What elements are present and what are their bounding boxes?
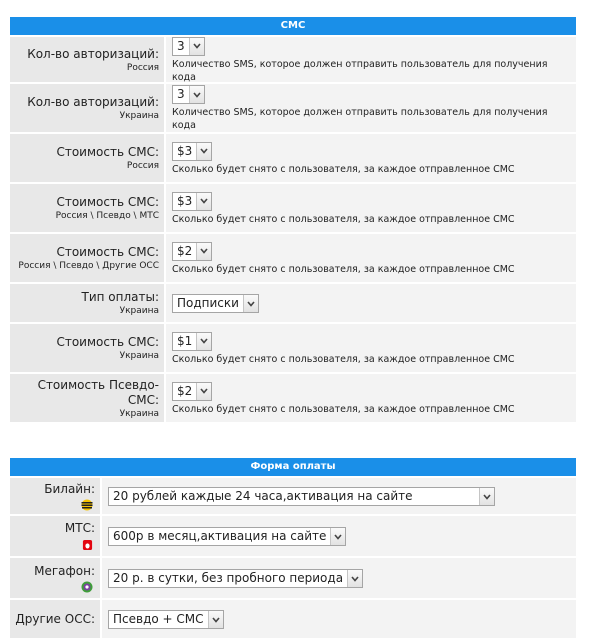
select-value: Подписки (177, 296, 239, 310)
megafon-icon (81, 581, 93, 593)
row-label-cell (10, 516, 100, 556)
row-description: Сколько будет снято с пользователя, за каждое отправленное СМС (172, 163, 515, 175)
select-value: Псевдо + СМС (113, 612, 204, 626)
mts-icon (82, 538, 93, 552)
pseudo-sms-cost-ukraine-select[interactable] (172, 382, 212, 401)
row-label: Стоимость СМС: (56, 195, 159, 209)
row-sublabel: Россия (126, 161, 159, 171)
row-value-cell (166, 284, 576, 322)
chevron-down-icon[interactable] (189, 38, 204, 55)
sms-row-cost-russia-pseudo-other (10, 232, 576, 282)
sms-row-auth-count-ukraine (10, 82, 576, 132)
beeline-icon (81, 499, 93, 511)
row-description: Сколько будет снято с пользователя, за каждое отправленное СМС (172, 353, 515, 365)
payment-row-mts (10, 514, 576, 556)
chevron-down-icon[interactable] (189, 86, 204, 103)
row-value-cell (166, 134, 576, 182)
auth-count-ukraine-select[interactable] (172, 85, 205, 104)
row-value-cell (166, 37, 576, 82)
chevron-down-icon[interactable] (196, 243, 211, 260)
row-description: Сколько будет снято с пользователя, за каждое отправленное СМС (172, 403, 515, 415)
select-value: $2 (177, 383, 193, 398)
row-sublabel: Украина (119, 408, 159, 419)
chevron-down-icon[interactable] (330, 528, 345, 545)
sms-row-payment-type-ukraine (10, 282, 576, 322)
auth-count-russia-select[interactable] (172, 37, 205, 56)
row-label-cell (10, 134, 164, 182)
payment-row-other (10, 598, 576, 638)
row-description: Количество SMS, которое должен отправить пользователь для получения кода (172, 58, 548, 83)
row-value-cell (102, 600, 576, 638)
row-label: Другие ОСС: (15, 612, 95, 626)
sms-cost-pseudo-mts-select[interactable] (172, 192, 212, 211)
sms-cost-pseudo-other-select[interactable] (172, 242, 212, 261)
row-label-cell (10, 37, 164, 82)
row-label-cell (10, 184, 164, 232)
row-label-cell (10, 84, 164, 132)
row-sublabel: Украина (119, 306, 159, 316)
sms-cost-russia-select[interactable] (172, 142, 212, 161)
row-label: МТС: (64, 521, 95, 535)
chevron-down-icon[interactable] (196, 143, 211, 160)
row-label-cell (10, 600, 100, 638)
row-label: Билайн: (44, 482, 95, 496)
other-operators-payment-select[interactable] (108, 610, 224, 629)
row-description: Количество SMS, которое должен отправить пользователь для получения кода (172, 107, 548, 131)
row-label-cell (10, 558, 100, 598)
chevron-down-icon[interactable] (479, 488, 494, 505)
row-label-cell (10, 284, 164, 322)
payment-type-select[interactable] (172, 294, 259, 313)
row-label-cell (10, 324, 164, 372)
payment-row-megafon (10, 556, 576, 598)
select-value: 600р в месяц,активация на сайте (113, 529, 327, 543)
sms-row-auth-count-russia (10, 35, 576, 82)
sms-cost-ukraine-select[interactable] (172, 332, 212, 351)
sms-section-header: СМС (10, 17, 576, 35)
mts-payment-select[interactable] (108, 527, 346, 546)
row-value-cell (166, 234, 576, 282)
row-description: Сколько будет снято с пользователя, за каждое отправленное СМС (172, 213, 515, 225)
select-value: $1 (177, 333, 193, 348)
row-value-cell (102, 516, 576, 556)
select-value: 20 р. в сутки, без пробного периода (113, 571, 344, 585)
row-label-cell (10, 234, 164, 282)
chevron-down-icon[interactable] (347, 570, 362, 587)
row-value-cell (166, 84, 576, 132)
payment-row-beeline (10, 476, 576, 514)
row-sublabel: Россия (126, 62, 159, 73)
select-value: $2 (177, 243, 193, 258)
row-label: Стоимость Псевдо-СМС: (37, 377, 159, 407)
row-label: Стоимость СМС: (56, 245, 159, 259)
row-label: Кол-во авторизаций: (27, 46, 159, 61)
row-label: Кол-во авторизаций: (27, 95, 159, 109)
select-value: $3 (177, 143, 193, 158)
megafon-payment-select[interactable] (108, 569, 363, 588)
sms-row-cost-russia-pseudo-mts (10, 182, 576, 232)
select-value: 20 рублей каждые 24 часа,активация на сайте (113, 489, 413, 503)
row-label: Стоимость СМС: (56, 145, 159, 159)
select-value: 3 (177, 38, 185, 53)
chevron-down-icon[interactable] (196, 193, 211, 210)
row-sublabel: Украина (119, 351, 159, 361)
sms-settings-section (10, 17, 576, 429)
row-value-cell (102, 478, 576, 514)
payment-form-section (10, 458, 576, 642)
row-sublabel: Россия \ Псевдо \ Другие ОСС (18, 261, 159, 271)
sms-row-pseudo-cost-ukraine (10, 372, 576, 422)
row-label: Тип оплаты: (81, 290, 159, 304)
row-label-cell (10, 374, 164, 422)
payment-section-header: Форма оплаты (10, 458, 576, 476)
row-sublabel: Россия \ Псевдо \ МТС (55, 211, 159, 221)
chevron-down-icon[interactable] (196, 333, 211, 350)
row-value-cell (166, 184, 576, 232)
row-label: Мегафон: (34, 564, 95, 578)
sms-row-cost-ukraine (10, 322, 576, 372)
select-value: 3 (177, 87, 185, 101)
row-value-cell (166, 324, 576, 372)
row-value-cell (166, 374, 576, 422)
select-value: $3 (177, 193, 193, 208)
row-description: Сколько будет снято с пользователя, за каждое отправленное СМС (172, 263, 515, 275)
chevron-down-icon[interactable] (208, 611, 223, 628)
beeline-payment-select[interactable] (108, 487, 495, 506)
row-label-cell (10, 478, 100, 514)
row-label: Стоимость СМС: (56, 335, 159, 349)
row-sublabel: Украина (119, 111, 159, 121)
chevron-down-icon[interactable] (243, 295, 258, 312)
row-value-cell (102, 558, 576, 598)
chevron-down-icon[interactable] (196, 383, 211, 400)
sms-row-cost-russia (10, 132, 576, 182)
